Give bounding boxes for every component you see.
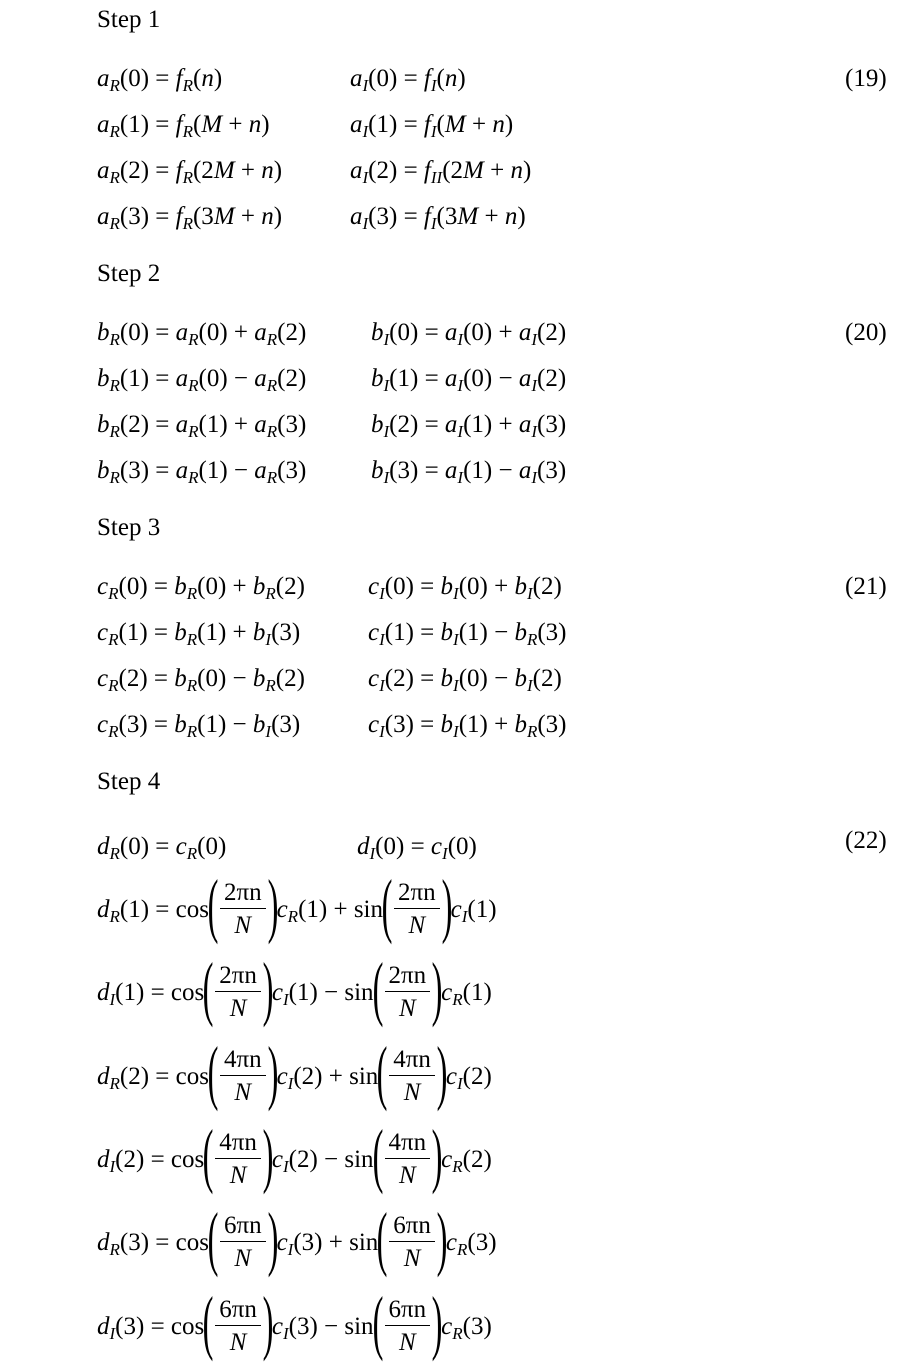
equation-c-i-0: $c_I(0) = b_I(0) + b_I(2)$ bbox=[368, 573, 562, 603]
equation-a-i-1: $a_I(1) = f_I(M + n)$ bbox=[350, 111, 514, 141]
fraction: $\frac{2\pi n}{N}$ bbox=[385, 963, 431, 1021]
fraction: $\frac{4\pi n}{N}$ bbox=[389, 1047, 435, 1105]
fraction: $\frac{6\pi n}{N}$ bbox=[220, 1213, 266, 1271]
fraction: $\frac{4\pi n}{N}$ bbox=[385, 1130, 431, 1188]
fraction: $\frac{4\pi n}{N}$ bbox=[220, 1047, 266, 1105]
fraction: $\frac{6\pi n}{N}$ bbox=[389, 1213, 435, 1271]
equation-number-21: (21) bbox=[845, 573, 887, 600]
equation-a-r-1: $a_R(1) = f_R(M + n)$ bbox=[97, 111, 270, 141]
equation-c-i-3: $c_I(3) = b_I(1) + b_R(3)$ bbox=[368, 711, 567, 741]
equation-a-r-2: $a_R(2) = f_R(2M + n)$ bbox=[97, 157, 283, 187]
equation-b-i-1: $b_I(1) = a_I(0) - a_I(2)$ bbox=[371, 365, 567, 395]
fraction: $\frac{2\pi n}{N}$ bbox=[394, 880, 440, 938]
fraction: $\frac{6\pi n}{N}$ bbox=[385, 1297, 431, 1355]
equation-d-r-2: $d_R(2) = \cos$ ( $\frac{4\pi n}{N}$ ) $c_I(2) + \sin$ ( $\frac{4\pi n}{N}$ ) $c_I(2)$ bbox=[97, 1032, 492, 1112]
equation-c-r-0: $c_R(0) = b_R(0) + b_R(2)$ bbox=[97, 573, 305, 603]
step-1-label: Step 1 bbox=[97, 6, 161, 33]
equation-number-20: (20) bbox=[845, 319, 887, 346]
fraction: $\frac{2\pi n}{N}$ bbox=[215, 963, 261, 1021]
fraction: $\frac{6\pi n}{N}$ bbox=[215, 1297, 261, 1355]
equation-d-i-0: $d_I(0) = c_I(0)$ bbox=[357, 833, 477, 863]
equation-a-i-0: $a_I(0) = f_I(n)$ bbox=[350, 65, 466, 95]
step-2-label: Step 2 bbox=[97, 260, 161, 287]
equation-b-i-0: $b_I(0) = a_I(0) + a_I(2)$ bbox=[371, 319, 567, 349]
equation-c-r-1: $c_R(1) = b_R(1) + b_I(3)$ bbox=[97, 619, 301, 649]
equation-number-22: (22) bbox=[845, 827, 887, 854]
fraction: $\frac{2\pi n}{N}$ bbox=[220, 880, 266, 938]
equation-a-r-3: $a_R(3) = f_R(3M + n)$ bbox=[97, 203, 283, 233]
equation-b-r-0: $b_R(0) = a_R(0) + a_R(2)$ bbox=[97, 319, 307, 349]
equation-b-r-2: $b_R(2) = a_R(1) + a_R(3)$ bbox=[97, 411, 307, 441]
equation-c-i-1: $c_I(1) = b_I(1) - b_R(3)$ bbox=[368, 619, 567, 649]
equation-c-r-2: $c_R(2) = b_R(0) - b_R(2)$ bbox=[97, 665, 305, 695]
equation-c-i-2: $c_I(2) = b_I(0) - b_I(2)$ bbox=[368, 665, 562, 695]
step-3-label: Step 3 bbox=[97, 514, 161, 541]
equation-b-r-3: $b_R(3) = a_R(1) - a_R(3)$ bbox=[97, 457, 307, 487]
equation-d-r-1: $d_R(1) = \cos$ ( $\frac{2\pi n}{N}$ ) $c_R(1) + \sin$ ( $\frac{2\pi n}{N}$ ) $c_I(1)$ bbox=[97, 865, 497, 945]
fraction: $\frac{4\pi n}{N}$ bbox=[215, 1130, 261, 1188]
equation-a-i-2: $a_I(2) = f_{II}(2M + n)$ bbox=[350, 157, 532, 187]
equation-b-i-3: $b_I(3) = a_I(1) - a_I(3)$ bbox=[371, 457, 567, 487]
equation-number-19: (19) bbox=[845, 65, 887, 92]
equation-c-r-3: $c_R(3) = b_R(1) - b_I(3)$ bbox=[97, 711, 301, 741]
equation-d-r-3: $d_R(3) = \cos$ ( $\frac{6\pi n}{N}$ ) $c_I(3) + \sin$ ( $\frac{6\pi n}{N}$ ) $c_R(3)$ bbox=[97, 1198, 497, 1278]
equation-b-i-2: $b_I(2) = a_I(1) + a_I(3)$ bbox=[371, 411, 567, 441]
equation-d-i-3: $d_I(3) = \cos$ ( $\frac{6\pi n}{N}$ ) $c_I(3) - \sin$ ( $\frac{6\pi n}{N}$ ) $c_R(3)$ bbox=[97, 1282, 492, 1362]
equation-a-r-0: $a_R(0) = f_R(n)$ bbox=[97, 65, 223, 95]
equation-d-r-0: $d_R(0) = c_R(0)$ bbox=[97, 833, 227, 863]
equation-d-i-2: $d_I(2) = \cos$ ( $\frac{4\pi n}{N}$ ) $c_I(2) - \sin$ ( $\frac{4\pi n}{N}$ ) $c_R(2)$ bbox=[97, 1115, 492, 1195]
equation-d-i-1: $d_I(1) = \cos$ ( $\frac{2\pi n}{N}$ ) $c_I(1) - \sin$ ( $\frac{2\pi n}{N}$ ) $c_R(1)$ bbox=[97, 948, 492, 1028]
equation-b-r-1: $b_R(1) = a_R(0) - a_R(2)$ bbox=[97, 365, 307, 395]
equation-a-i-3: $a_I(3) = f_I(3M + n)$ bbox=[350, 203, 526, 233]
step-4-label: Step 4 bbox=[97, 768, 161, 795]
